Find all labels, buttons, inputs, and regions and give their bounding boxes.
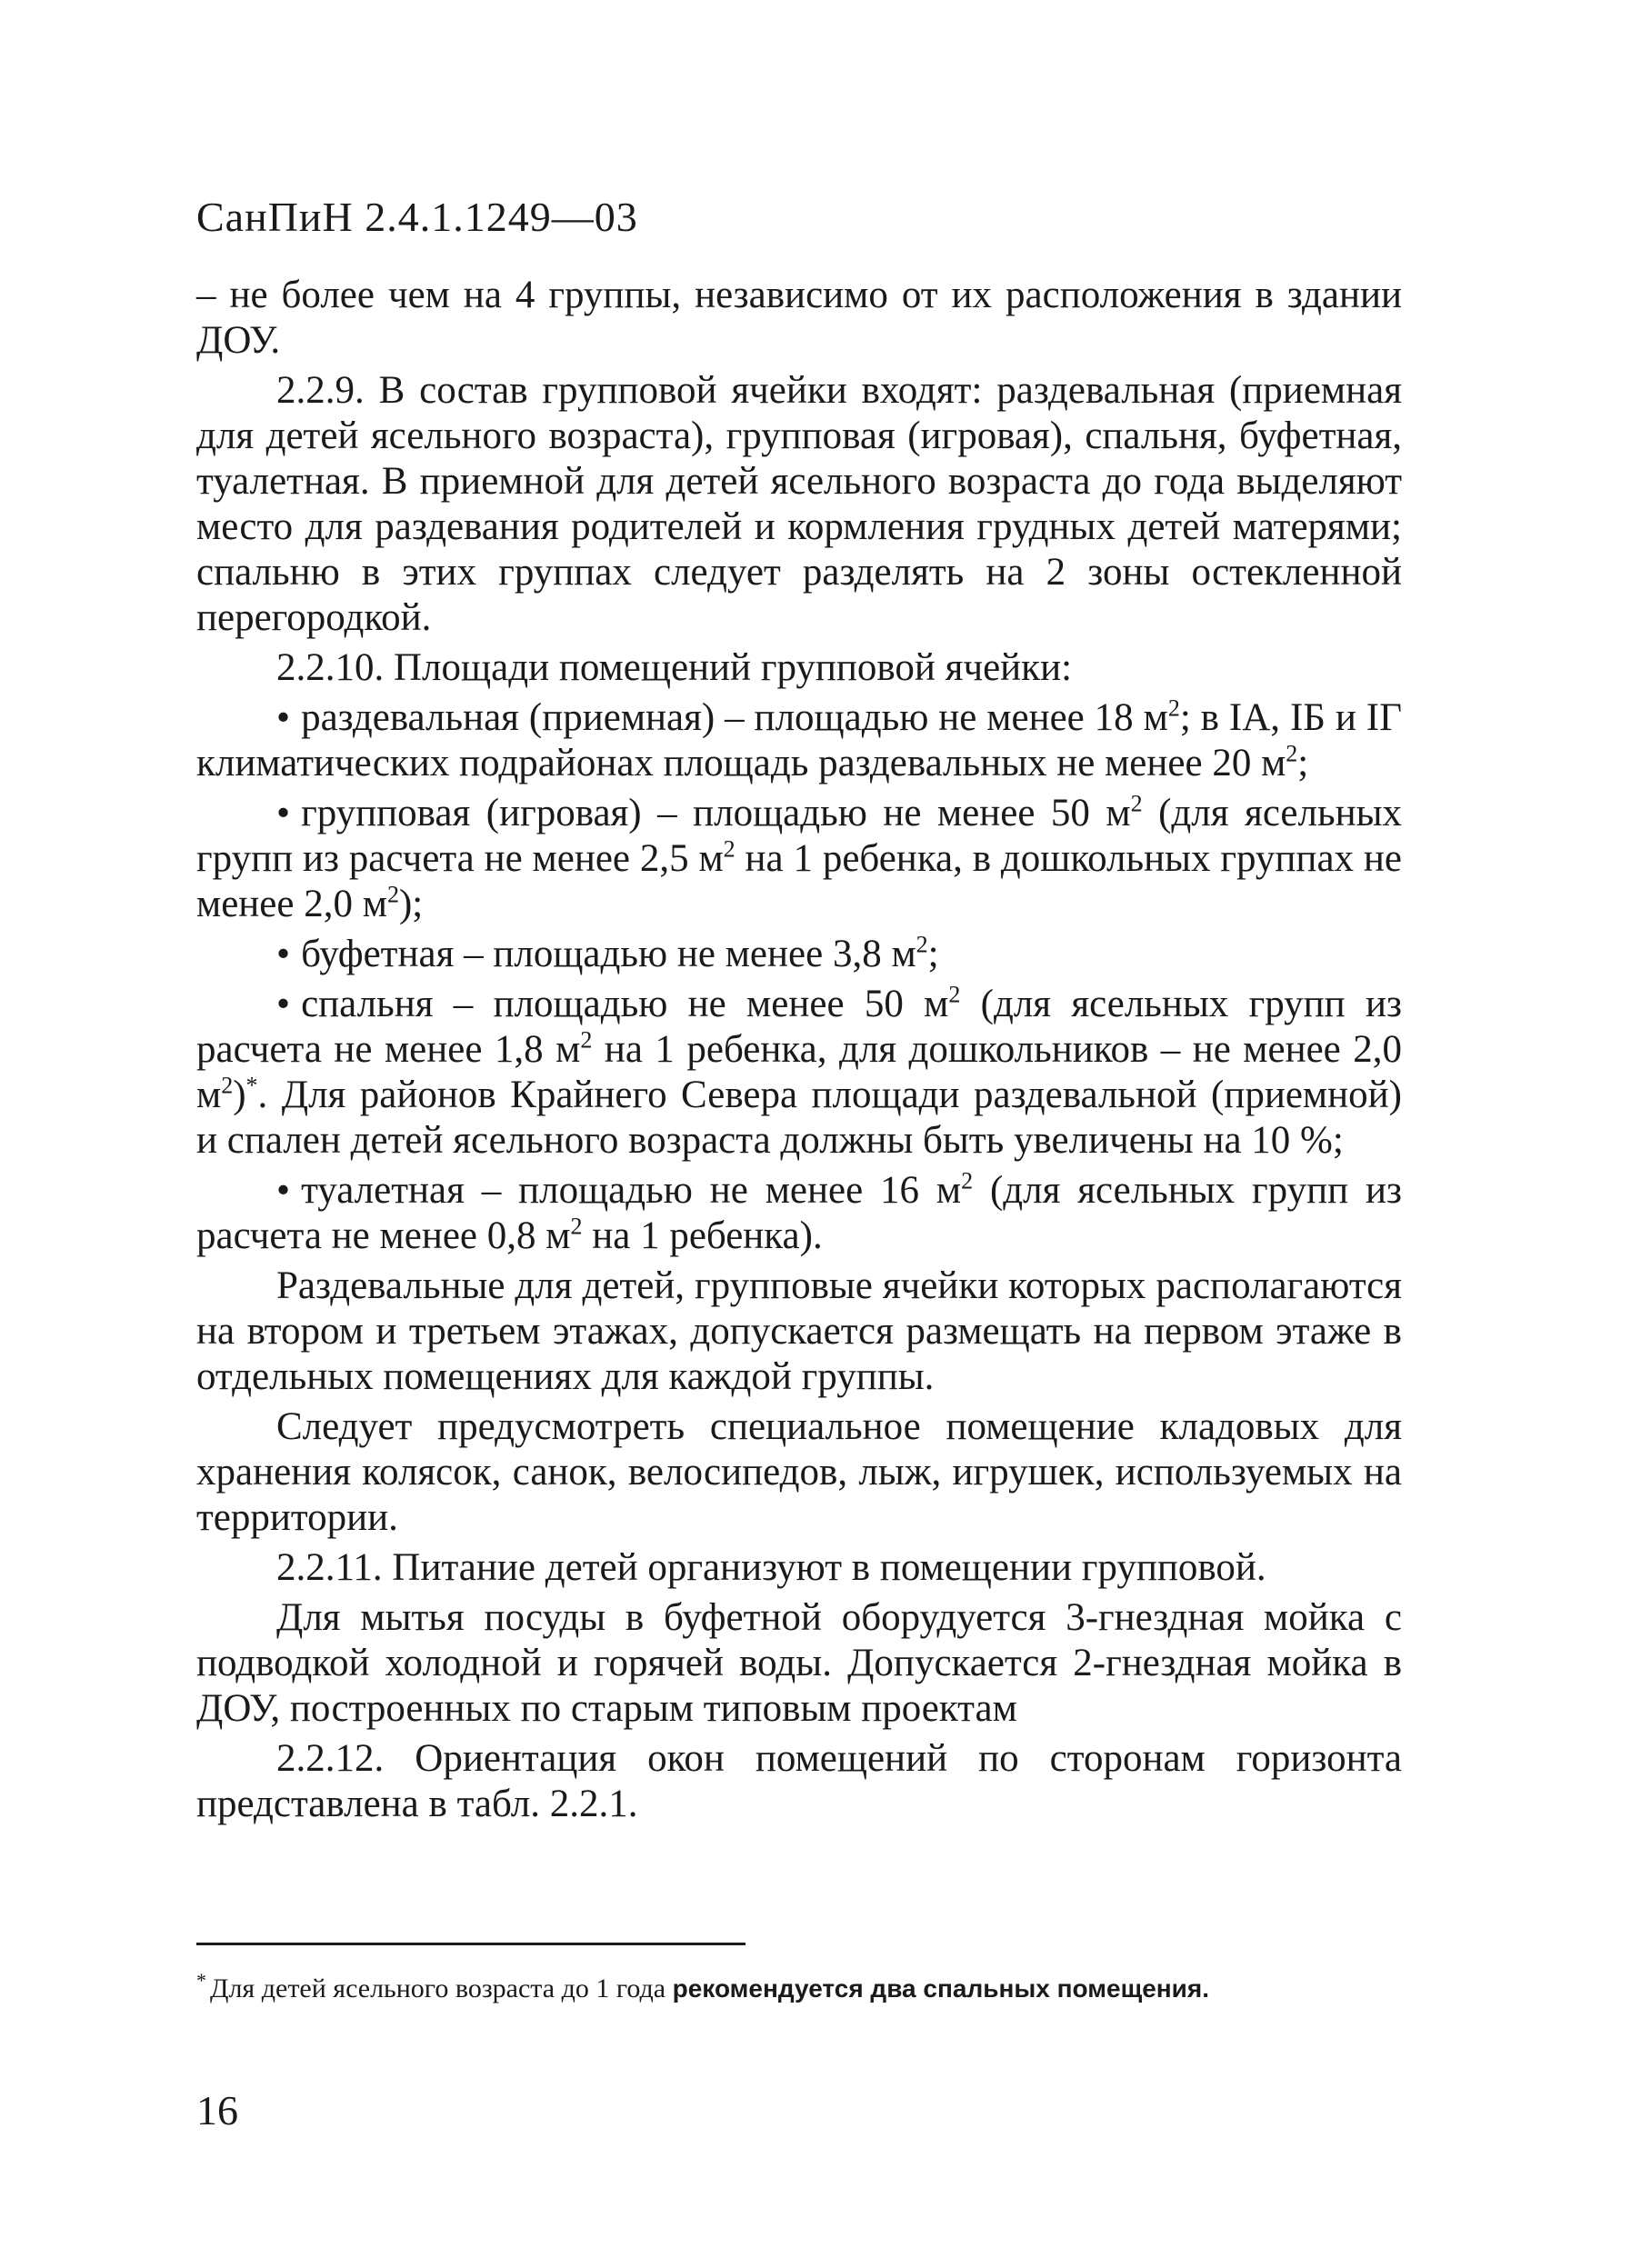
bullet-text: туалетная – площадью не менее 16 м [301,1169,962,1212]
bullet-text: ); [398,883,424,925]
paragraph-2-2-12: 2.2.12. Ориентация окон помещений по сторонам горизонта представлена в табл. 2.2.1. [196,1737,1402,1825]
bullet-text: буфетная – площадью не менее 3,8 м [301,933,916,975]
bullet-text: спальня – площадью не менее 50 м [301,983,949,1025]
bullet-text: (для ясельных групп из расчета не менее 0,8 м [196,1169,1402,1257]
document-code-header: СанПиН 2.4.1.1249—03 [196,194,638,240]
paragraph-2-2-11: 2.2.11. Питание детей организуют в помещении групповой. [276,1546,1266,1589]
superscript: 2 [1167,694,1180,722]
bullet-text: ; [927,933,939,975]
bullet-item-bedroom [196,982,1402,1164]
bullet-item-toilet [196,1168,1402,1259]
paragraph-dishwashing: Для мытья посуды в буфетной оборудуется 3-гнездная мойка с подводкой холодной и горячей воды. Допускается 2-гнездная мойка в ДОУ, построенных по старым типовым проектам [196,1596,1402,1730]
bullet-text: ) [233,1074,246,1116]
bullet-text: (для ясельных групп из расчета не менее 1,8 м [196,983,1402,1071]
bullet-text: групповая (игровая) – площадью не менее 50 м [301,792,1131,834]
bullet-text: раздевальная (приемная) – площадью не менее 18 м [301,696,1168,739]
footnote-divider [196,1943,745,1945]
superscript: 2 [916,931,928,958]
bullet-text: . Для районов Крайнего Севера площади раздевальной (приемной) и спален детей ясельного возраста должны быть увеличены на 10 %; [196,1074,1402,1162]
bullet-item-pantry [196,932,1402,977]
paragraph-cloakrooms-floor: Раздевальные для детей, групповые ячейки которых располагаются на втором и третьем этажах, допускается размещать на первом этаже в отдельных помещениях для каждой группы. [196,1264,1402,1398]
paragraph-2-2-10: 2.2.10. Площади помещений групповой ячейки: [276,646,1073,689]
footnote-mark: * [196,1969,206,1992]
footnote-reference: * [245,1072,258,1099]
bullet-text: (для ясельных групп из расчета не менее 2,5 м [196,792,1402,880]
footnote-bold-text: рекомендуется два спальных помещения. [672,1974,1210,2003]
bullet-marker: • [276,933,291,975]
footnote-text: Для детей ясельного возраста до 1 года [210,1973,673,2003]
superscript: 2 [1130,790,1143,817]
bullet-item-group-room [196,791,1402,927]
superscript: 2 [580,1026,593,1054]
body-text [196,273,1402,1832]
superscript: 2 [221,1072,234,1099]
bullet-item-cloakroom [196,695,1402,786]
bullet-text: ; в IA, IБ и IГ климатических подрайонах площадь раздевальных не менее 20 м [196,696,1402,784]
bullet-text: на 1 ребенка, для дошкольников – не менее 2,0 м [196,1028,1402,1116]
bullet-text: на 1 ребенка, в дошкольных группах не менее 2,0 м [196,837,1402,925]
bullet-marker: • [276,696,291,739]
bullet-text: ; [1297,742,1309,784]
bullet-marker: • [276,983,291,1025]
bullet-marker: • [276,1169,291,1212]
paragraph-storage: Следует предусмотреть специальное помещение кладовых для хранения колясок, санок, велосипедов, лыж, игрушек, используемых на территории. [196,1405,1402,1539]
superscript: 2 [723,835,735,863]
superscript: 2 [386,881,399,908]
page-number: 16 [196,2087,238,2133]
paragraph-continuation: – не более чем на 4 группы, независимо от их расположения в здании ДОУ. [196,274,1402,362]
superscript: 2 [961,1167,974,1194]
superscript: 2 [948,981,961,1008]
superscript: 2 [570,1213,583,1240]
bullet-text: на 1 ребенка). [582,1214,823,1257]
bullet-marker: • [276,792,291,834]
paragraph-2-2-9: 2.2.9. В состав групповой ячейки входят: раздевальная (приемная для детей ясельного возраста), групповая (игровая), спальня, буфетная, туалетная. В приемной для детей ясельного возраста до года выделяют место для раздевания родителей и кормления грудных детей матерями; спальню в этих группах следует разделять на 2 зоны остекленной перегородкой. [196,369,1402,639]
footnote [196,1971,1406,2007]
superscript: 2 [1286,740,1298,767]
